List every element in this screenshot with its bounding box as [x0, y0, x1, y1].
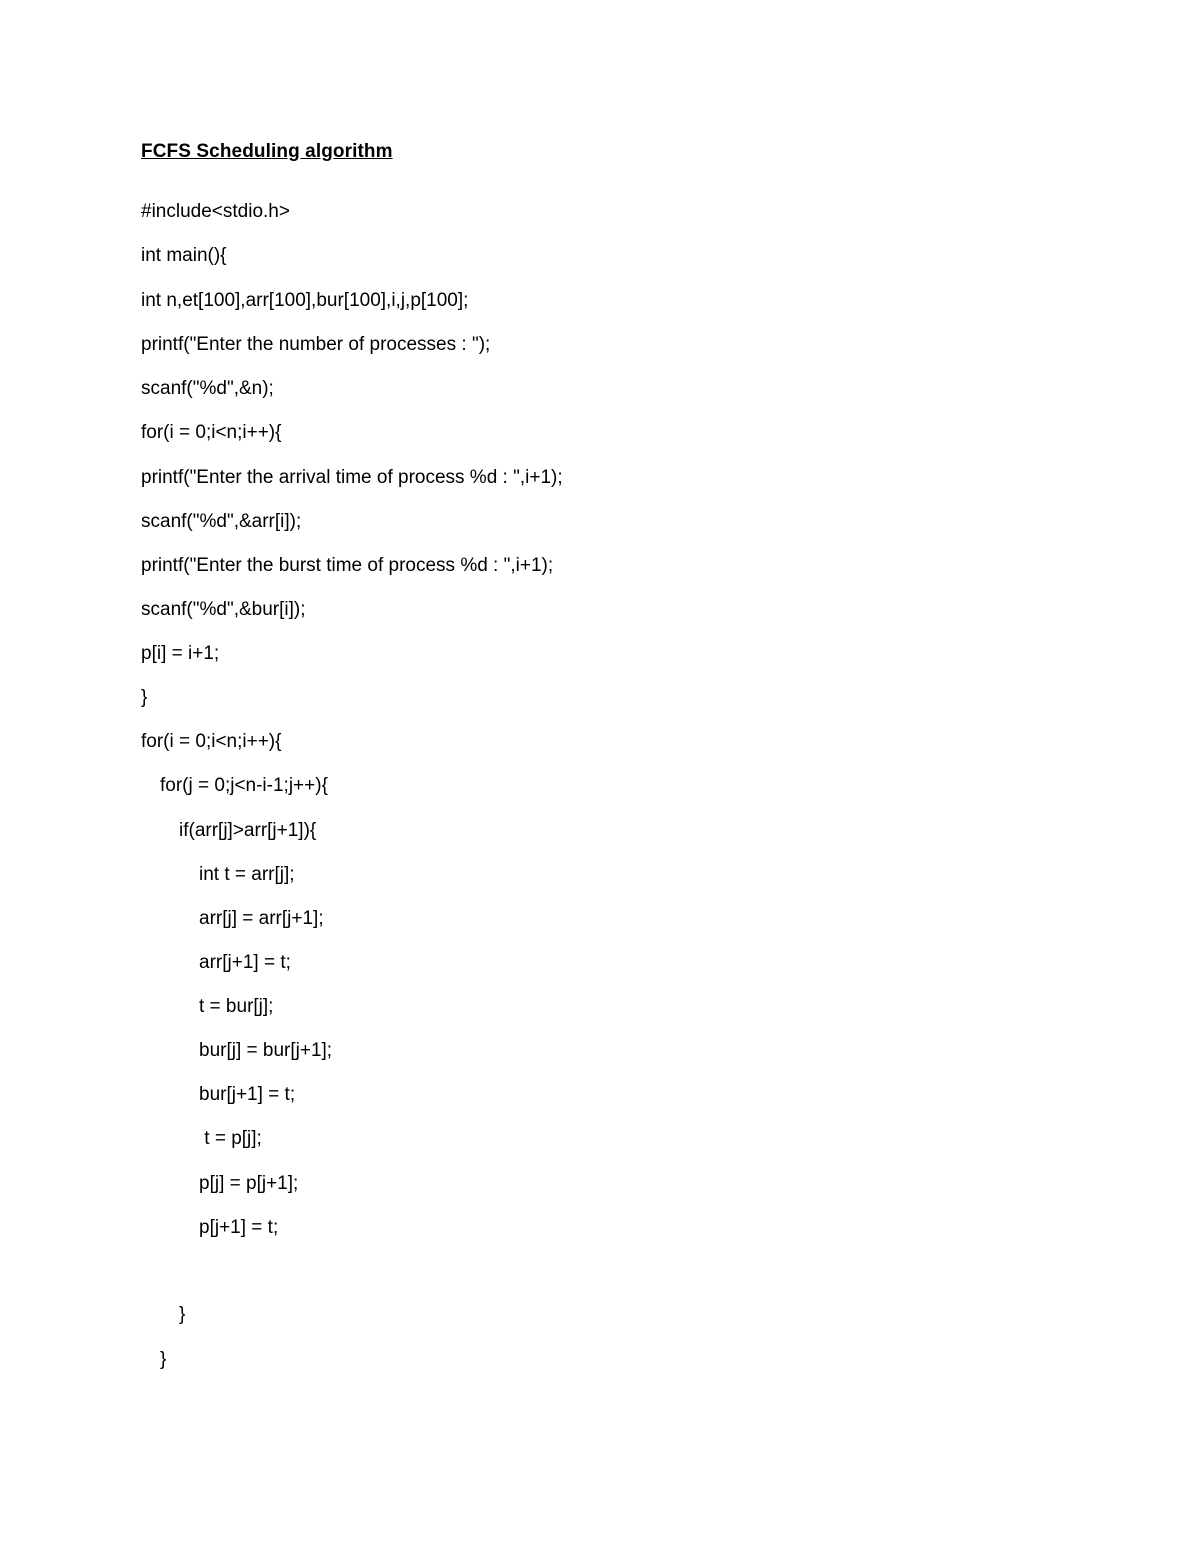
code-line: arr[j+1] = t;: [199, 952, 291, 973]
code-line: bur[j] = bur[j+1];: [199, 1040, 333, 1061]
code-line: p[i] = i+1;: [141, 643, 220, 664]
code-line: arr[j] = arr[j+1];: [199, 908, 324, 929]
code-line: bur[j+1] = t;: [199, 1084, 296, 1105]
document-title: FCFS Scheduling algorithm: [141, 141, 393, 162]
code-line: int t = arr[j];: [199, 864, 295, 885]
code-line: }: [160, 1349, 167, 1370]
code-line: if(arr[j]>arr[j+1]){: [179, 820, 317, 841]
code-line: p[j] = p[j+1];: [199, 1173, 299, 1194]
code-line: printf("Enter the number of processes : ");: [141, 334, 491, 355]
code-line: for(i = 0;i<n;i++){: [141, 731, 282, 752]
code-line: for(j = 0;j<n-i-1;j++){: [160, 775, 328, 796]
code-line: for(i = 0;i<n;i++){: [141, 422, 282, 443]
code-line: t = bur[j];: [199, 996, 274, 1017]
code-line: int main(){: [141, 245, 227, 266]
code-line: }: [141, 687, 148, 708]
code-line: int n,et[100],arr[100],bur[100],i,j,p[100];: [141, 290, 469, 311]
code-line: scanf("%d",&arr[i]);: [141, 511, 302, 532]
code-line: printf("Enter the burst time of process %d : ",i+1);: [141, 555, 554, 576]
code-line: }: [179, 1304, 186, 1325]
code-line: #include<stdio.h>: [141, 201, 290, 222]
code-line: scanf("%d",&bur[i]);: [141, 599, 306, 620]
code-line: p[j+1] = t;: [199, 1217, 279, 1238]
code-line: scanf("%d",&n);: [141, 378, 274, 399]
code-line: printf("Enter the arrival time of process %d : ",i+1);: [141, 467, 563, 488]
code-line: t = p[j];: [199, 1128, 262, 1149]
